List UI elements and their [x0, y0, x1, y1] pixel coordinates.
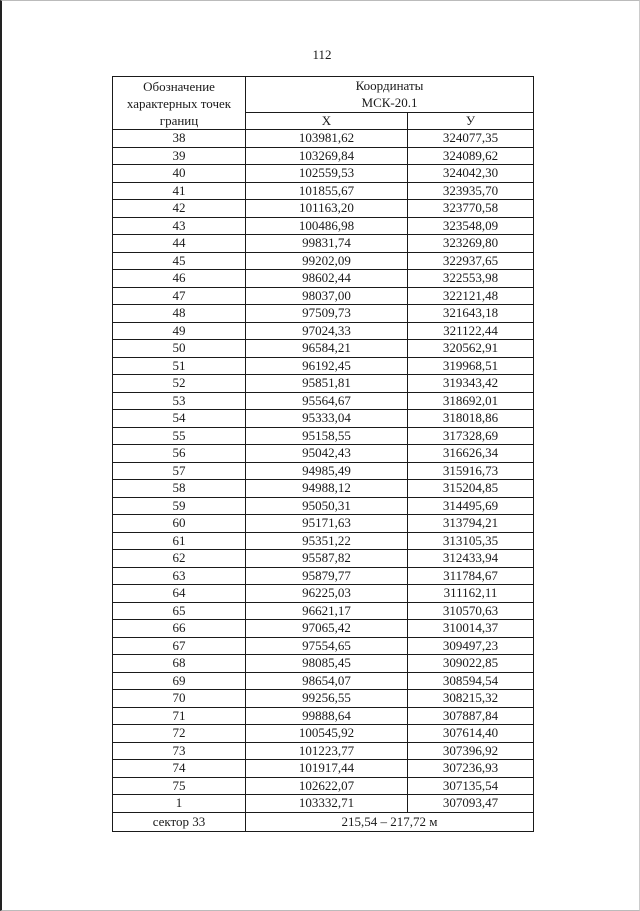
table-row	[113, 392, 534, 410]
point-number-cell: 60	[113, 515, 246, 533]
table-row	[113, 340, 534, 358]
table-row	[113, 147, 534, 165]
x-coordinate-cell: 95879,77	[246, 567, 408, 585]
table-row	[113, 462, 534, 480]
x-coordinate-cell: 95333,04	[246, 410, 408, 428]
x-coordinate-cell: 99831,74	[246, 235, 408, 253]
x-coordinate-cell: 99888,64	[246, 707, 408, 725]
point-number-cell: 46	[113, 270, 246, 288]
table-row	[113, 515, 534, 533]
x-coordinate-cell: 103981,62	[246, 130, 408, 148]
table-row	[113, 690, 534, 708]
point-number-cell: 61	[113, 532, 246, 550]
y-coordinate-cell: 322937,65	[408, 252, 534, 270]
x-coordinate-cell: 96192,45	[246, 357, 408, 375]
x-coordinate-cell: 95171,63	[246, 515, 408, 533]
table-row	[113, 672, 534, 690]
point-number-cell: 47	[113, 287, 246, 305]
point-number-cell: 56	[113, 445, 246, 463]
table-row	[113, 620, 534, 638]
point-number-cell: 75	[113, 777, 246, 795]
point-label-header	[113, 77, 246, 130]
x-coordinate-cell: 95042,43	[246, 445, 408, 463]
point-number-cell: 69	[113, 672, 246, 690]
y-coordinate-cell: 315916,73	[408, 462, 534, 480]
y-coordinate-cell: 324089,62	[408, 147, 534, 165]
x-coordinate-cell: 96584,21	[246, 340, 408, 358]
x-coordinate-cell: 96621,17	[246, 602, 408, 620]
y-coordinate-cell: 309497,23	[408, 637, 534, 655]
point-number-cell: 45	[113, 252, 246, 270]
table-row	[113, 777, 534, 795]
table-row	[113, 567, 534, 585]
y-coordinate-cell: 317328,69	[408, 427, 534, 445]
point-number-cell: 71	[113, 707, 246, 725]
sector-range: 215,54 – 217,72 м	[246, 812, 534, 831]
y-coordinate-cell: 322553,98	[408, 270, 534, 288]
table-row	[113, 795, 534, 813]
point-number-cell: 70	[113, 690, 246, 708]
coords-header	[246, 77, 534, 113]
table-row	[113, 707, 534, 725]
y-coordinate-cell: 307396,92	[408, 742, 534, 760]
x-coordinate-cell: 97509,73	[246, 305, 408, 323]
point-number-cell: 54	[113, 410, 246, 428]
x-coordinate-cell: 103269,84	[246, 147, 408, 165]
y-coordinate-cell: 307093,47	[408, 795, 534, 813]
table-row	[113, 742, 534, 760]
point-label-text: Обозначение характерных точек границ	[126, 78, 232, 128]
table-row	[113, 585, 534, 603]
y-coordinate-cell: 323935,70	[408, 182, 534, 200]
x-coordinate-cell: 101855,67	[246, 182, 408, 200]
y-coordinate-cell: 311784,67	[408, 567, 534, 585]
table-row	[113, 357, 534, 375]
coords-label: Координаты	[355, 78, 424, 94]
y-coordinate-cell: 308594,54	[408, 672, 534, 690]
y-coordinate-cell: 322121,48	[408, 287, 534, 305]
x-coordinate-cell: 103332,71	[246, 795, 408, 813]
x-coordinate-cell: 100486,98	[246, 217, 408, 235]
table-row	[113, 270, 534, 288]
point-number-cell: 52	[113, 375, 246, 393]
y-coordinate-cell: 312433,94	[408, 550, 534, 568]
y-coordinate-cell: 308215,32	[408, 690, 534, 708]
sector-row	[113, 812, 534, 831]
point-number-cell: 65	[113, 602, 246, 620]
x-coordinate-cell: 98085,45	[246, 655, 408, 673]
table-row	[113, 410, 534, 428]
table-row	[113, 252, 534, 270]
y-coordinate-cell: 315204,85	[408, 480, 534, 498]
table-row	[113, 182, 534, 200]
x-coordinate-cell: 101163,20	[246, 200, 408, 218]
point-number-cell: 57	[113, 462, 246, 480]
y-coordinate-cell: 324042,30	[408, 165, 534, 183]
y-coordinate-cell: 324077,35	[408, 130, 534, 148]
table-row	[113, 217, 534, 235]
x-coordinate-cell: 98602,44	[246, 270, 408, 288]
point-number-cell: 43	[113, 217, 246, 235]
point-number-cell: 44	[113, 235, 246, 253]
table-row	[113, 637, 534, 655]
table-row	[113, 375, 534, 393]
x-coordinate-cell: 98654,07	[246, 672, 408, 690]
x-coordinate-cell: 98037,00	[246, 287, 408, 305]
y-coordinate-cell: 307887,84	[408, 707, 534, 725]
table-row	[113, 287, 534, 305]
x-coordinate-cell: 95587,82	[246, 550, 408, 568]
y-coordinate-cell: 319343,42	[408, 375, 534, 393]
x-coordinate-cell: 95050,31	[246, 497, 408, 515]
y-coordinate-cell: 309022,85	[408, 655, 534, 673]
point-number-cell: 49	[113, 322, 246, 340]
page-number: 112	[312, 47, 332, 62]
point-number-cell: 64	[113, 585, 246, 603]
x-coordinate-cell: 100545,92	[246, 725, 408, 743]
x-coordinate-cell: 95851,81	[246, 375, 408, 393]
point-number-cell: 63	[113, 567, 246, 585]
table-row	[113, 322, 534, 340]
table-row	[113, 427, 534, 445]
point-number-cell: 62	[113, 550, 246, 568]
table-row	[113, 235, 534, 253]
table-row	[113, 445, 534, 463]
coord-system-label: МСК-20.1	[361, 95, 418, 111]
y-coordinate-cell: 307614,40	[408, 725, 534, 743]
y-coordinate-cell: 307236,93	[408, 760, 534, 778]
y-coordinate-cell: 319968,51	[408, 357, 534, 375]
table-body	[113, 130, 534, 813]
point-number-cell: 42	[113, 200, 246, 218]
x-header: Х	[246, 112, 408, 129]
point-number-cell: 38	[113, 130, 246, 148]
y-coordinate-cell: 307135,54	[408, 777, 534, 795]
y-coordinate-cell: 310570,63	[408, 602, 534, 620]
point-number-cell: 67	[113, 637, 246, 655]
x-coordinate-cell: 95158,55	[246, 427, 408, 445]
point-number-cell: 41	[113, 182, 246, 200]
x-coordinate-cell: 99256,55	[246, 690, 408, 708]
coordinates-table	[112, 76, 534, 832]
y-coordinate-cell: 311162,11	[408, 585, 534, 603]
y-coordinate-cell: 318692,01	[408, 392, 534, 410]
table-row	[113, 480, 534, 498]
y-header: У	[408, 112, 534, 129]
x-coordinate-cell: 102559,53	[246, 165, 408, 183]
table-row	[113, 550, 534, 568]
point-number-cell: 50	[113, 340, 246, 358]
x-coordinate-cell: 95564,67	[246, 392, 408, 410]
table-row	[113, 165, 534, 183]
point-number-cell: 59	[113, 497, 246, 515]
y-coordinate-cell: 314495,69	[408, 497, 534, 515]
y-coordinate-cell: 323269,80	[408, 235, 534, 253]
x-coordinate-cell: 94985,49	[246, 462, 408, 480]
point-number-cell: 40	[113, 165, 246, 183]
x-coordinate-cell: 94988,12	[246, 480, 408, 498]
point-number-cell: 72	[113, 725, 246, 743]
y-coordinate-cell: 316626,34	[408, 445, 534, 463]
point-number-cell: 1	[113, 795, 246, 813]
y-coordinate-cell: 313794,21	[408, 515, 534, 533]
table-row	[113, 602, 534, 620]
table-row	[113, 725, 534, 743]
table-row	[113, 130, 534, 148]
x-coordinate-cell: 95351,22	[246, 532, 408, 550]
point-number-cell: 68	[113, 655, 246, 673]
table-row	[113, 655, 534, 673]
table-row	[113, 200, 534, 218]
table-row	[113, 532, 534, 550]
x-coordinate-cell: 101223,77	[246, 742, 408, 760]
point-number-cell: 55	[113, 427, 246, 445]
point-number-cell: 58	[113, 480, 246, 498]
x-coordinate-cell: 101917,44	[246, 760, 408, 778]
y-coordinate-cell: 313105,35	[408, 532, 534, 550]
y-coordinate-cell: 321122,44	[408, 322, 534, 340]
table-row	[113, 760, 534, 778]
y-coordinate-cell: 318018,86	[408, 410, 534, 428]
x-coordinate-cell: 97065,42	[246, 620, 408, 638]
table-row	[113, 497, 534, 515]
x-coordinate-cell: 97554,65	[246, 637, 408, 655]
sector-label: сектор 33	[113, 812, 246, 831]
point-number-cell: 74	[113, 760, 246, 778]
point-number-cell: 48	[113, 305, 246, 323]
point-number-cell: 39	[113, 147, 246, 165]
point-number-cell: 53	[113, 392, 246, 410]
point-number-cell: 66	[113, 620, 246, 638]
x-coordinate-cell: 96225,03	[246, 585, 408, 603]
y-coordinate-cell: 321643,18	[408, 305, 534, 323]
x-coordinate-cell: 102622,07	[246, 777, 408, 795]
point-number-cell: 51	[113, 357, 246, 375]
table-row	[113, 305, 534, 323]
y-coordinate-cell: 323548,09	[408, 217, 534, 235]
y-coordinate-cell: 320562,91	[408, 340, 534, 358]
x-coordinate-cell: 99202,09	[246, 252, 408, 270]
x-coordinate-cell: 97024,33	[246, 322, 408, 340]
point-number-cell: 73	[113, 742, 246, 760]
y-coordinate-cell: 323770,58	[408, 200, 534, 218]
y-coordinate-cell: 310014,37	[408, 620, 534, 638]
